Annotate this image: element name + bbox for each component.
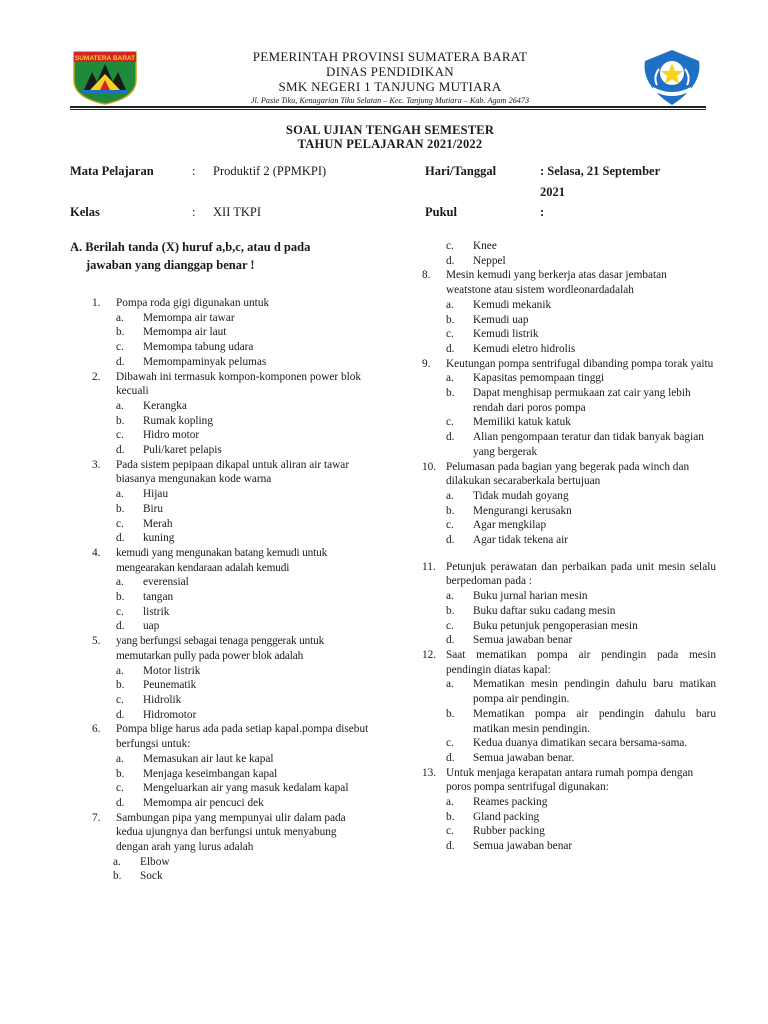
answer-option[interactable] [446, 810, 716, 825]
question-text: Saat mematikan pompa air pendingin pada mesin pendingin diatas kapal: [446, 648, 716, 676]
question-item [70, 370, 370, 458]
option-text: Mengurangi kerusakn [473, 504, 572, 517]
question-number: 4. [92, 546, 101, 559]
option-letter: d. [446, 431, 455, 444]
option-letter: d. [446, 840, 455, 853]
question-number: 12. [422, 648, 437, 661]
answer-option[interactable] [116, 590, 370, 605]
questions-column-left [70, 238, 370, 884]
answer-option[interactable] [446, 298, 716, 313]
exam-title-line1: SOAL UJIAN TENGAH SEMESTER [285, 123, 495, 137]
question-number: 5. [92, 635, 101, 648]
option-letter: b. [116, 414, 125, 427]
option-text: Buku jurnal harian mesin [473, 590, 588, 603]
option-letter: a. [116, 664, 124, 677]
answer-option[interactable] [446, 707, 716, 736]
letterhead [160, 49, 620, 106]
answer-option[interactable] [446, 677, 716, 706]
option-text: tangan [143, 591, 174, 604]
option-letter: c. [446, 519, 454, 532]
option-text: Buku daftar suku cadang mesin [473, 604, 616, 617]
questions-column-right [420, 239, 716, 854]
answer-option[interactable] [116, 752, 370, 767]
option-letter: c. [116, 693, 124, 706]
option-letter: b. [446, 387, 455, 400]
answer-option[interactable] [446, 839, 716, 854]
option-letter: b. [446, 810, 455, 823]
question-item [70, 634, 370, 722]
answer-option[interactable] [446, 633, 716, 648]
option-text: Rubber packing [473, 825, 545, 838]
question-text: Pada sistem pepipaan dikapal untuk aliran air tawar biasanya mengunakan kode warna [116, 458, 350, 486]
option-letter: a. [446, 372, 454, 385]
option-text: Kedua duanya dimatikan secara bersama-sama. [473, 737, 688, 750]
option-text: Kemudi listrik [473, 328, 539, 341]
letterhead-address: Jl. Pasie Tiku, Kenagarian Tiku Selatan – Kec. Tanjung Mutiara – Kab. Agam 26473 [250, 96, 530, 105]
option-text: Hidro motor [143, 429, 200, 442]
subject-colon: : [192, 164, 196, 178]
question-text: kemudi yang mengunakan batang kemudi untuk mengearakan kendaraan adalah kemudi [116, 546, 328, 574]
option-letter: b. [116, 767, 125, 780]
option-letter: d. [446, 534, 455, 547]
day-value-line2: 2021 [540, 185, 565, 199]
day-label: Hari/Tanggal [425, 164, 497, 178]
letterhead-line-government: PEMERINTAH PROVINSI SUMATERA BARAT [252, 49, 528, 64]
answer-option[interactable] [446, 254, 716, 269]
question-text: Mesin kemudi yang berkerja atas dasar jembatan weatstone atau sistem wordleonardadalah [446, 269, 667, 297]
option-text: Reames packing [473, 796, 548, 809]
class-colon: : [192, 205, 196, 219]
question-text: Petunjuk perawatan dan perbaikan pada unit mesin selalu berpedoman pada : [446, 560, 716, 588]
option-letter: a. [116, 752, 124, 765]
subject-label: Mata Pelajaran [70, 164, 154, 178]
answer-option[interactable] [116, 619, 370, 634]
answer-option[interactable] [446, 504, 716, 519]
question-number: 1. [92, 297, 101, 309]
answer-option[interactable] [446, 313, 716, 328]
question-number: 8. [422, 269, 431, 282]
answer-option[interactable] [116, 502, 370, 517]
option-letter: a. [116, 488, 124, 501]
answer-option[interactable] [116, 708, 370, 723]
option-text: Agar mengkilap [473, 519, 547, 532]
option-letter: d. [116, 444, 125, 457]
day-value-line1: : Selasa, 21 September [540, 164, 661, 178]
question-item [420, 766, 716, 854]
question-text: Untuk menjaga kerapatan antara rumah pompa dengan poros pompa sentrifugal digunakan: [446, 766, 694, 794]
option-letter: d. [116, 708, 125, 721]
option-letter: a. [446, 590, 454, 603]
option-letter: b. [113, 870, 122, 883]
option-text: Hidromotor [143, 708, 197, 721]
option-letter: d. [116, 355, 125, 368]
option-text: Rumak kopling [143, 414, 213, 427]
answer-option[interactable] [446, 589, 716, 604]
question-item [420, 460, 716, 548]
option-letter: a. [446, 796, 454, 809]
letterhead-line-school: SMK NEGERI 1 TANJUNG MUTIARA [278, 79, 502, 94]
question-number: 11. [422, 560, 436, 573]
letterhead-divider-thick [70, 106, 706, 108]
answer-option[interactable] [116, 443, 370, 458]
answer-option[interactable] [116, 664, 370, 679]
question-text: Keutungan pompa sentrifugal dibanding pompa torak yaitu [446, 357, 714, 370]
question-item [70, 546, 370, 634]
option-text: Memompa air pencuci dek [143, 796, 264, 809]
option-text: Sock [140, 870, 163, 883]
option-text: Memompa tabung udara [143, 341, 254, 354]
answer-option[interactable] [446, 327, 716, 342]
option-text: uap [143, 620, 160, 633]
option-letter: d. [116, 796, 125, 809]
option-text: Knee [473, 240, 497, 252]
option-text: Mematikan mesin pendingin dahulu baru matikan pompa air pendingin. [473, 678, 716, 706]
answer-option[interactable] [116, 693, 370, 708]
option-letter: d. [446, 634, 455, 647]
option-letter: b. [116, 502, 125, 515]
option-text: Memompa air tawar [143, 311, 235, 324]
answer-option[interactable] [116, 517, 370, 532]
question-number: 7. [92, 811, 101, 824]
option-text: kuning [143, 532, 175, 545]
option-letter: d. [116, 620, 125, 633]
option-text: Elbow [140, 855, 170, 868]
letterhead-divider-thin [70, 109, 706, 110]
option-text: listrik [143, 605, 170, 618]
question-text: Dibawah ini termasuk kompon-komponen power blok kecuali [116, 370, 362, 398]
option-text: Memompaminyak pelumas [143, 355, 267, 368]
option-letter: d. [446, 254, 455, 267]
question-item [70, 722, 370, 810]
question-item [420, 268, 716, 356]
question-item [70, 296, 370, 370]
option-text: Hijau [143, 488, 169, 501]
option-text: everensial [143, 576, 189, 589]
answer-option[interactable] [116, 428, 370, 443]
answer-option[interactable] [446, 736, 716, 751]
option-letter: b. [446, 504, 455, 517]
option-letter: b. [446, 707, 455, 720]
option-letter: a. [446, 489, 454, 502]
question-item-continued [420, 239, 716, 268]
subject-value: Produktif 2 (PPMKPI) [213, 164, 327, 178]
option-letter: a. [116, 576, 124, 589]
option-text: Neppel [473, 254, 506, 267]
option-letter: d. [446, 342, 455, 355]
option-text: Semua jawaban benar [473, 840, 573, 853]
answer-option[interactable] [446, 518, 716, 533]
answer-option[interactable] [446, 342, 716, 357]
question-text: yang berfungsi sebagai tenaga penggerak untuk memutarkan pully pada power blok adalah [116, 635, 325, 662]
option-text: Kemudi eletro hidrolis [473, 342, 576, 355]
question-number: 9. [422, 357, 431, 370]
option-text: Menjaga keseimbangan kapal [143, 767, 278, 780]
option-letter: a. [116, 311, 124, 324]
answer-option[interactable] [116, 487, 370, 502]
option-letter: c. [116, 429, 124, 442]
answer-option[interactable] [446, 415, 716, 430]
question-number: 3. [92, 458, 101, 471]
option-letter: b. [116, 679, 125, 692]
answer-option[interactable] [116, 311, 370, 326]
answer-option[interactable] [446, 239, 716, 254]
question-text: Pompa roda gigi digunakan untuk [116, 297, 270, 309]
spacer [420, 548, 716, 560]
option-letter: d. [116, 532, 125, 545]
option-letter: c. [446, 619, 454, 632]
answer-option[interactable] [446, 604, 716, 619]
instructions [70, 238, 370, 274]
answer-option[interactable] [446, 533, 716, 548]
option-text: Mematikan pompa air pendingin dahulu baru matikan mesin pendingin. [473, 707, 716, 735]
option-letter: b. [446, 313, 455, 326]
option-letter: c. [116, 517, 124, 530]
answer-option[interactable] [116, 796, 370, 811]
answer-option[interactable] [116, 531, 370, 546]
option-text: Peunematik [143, 679, 197, 692]
option-letter: c. [116, 341, 124, 354]
question-item [420, 560, 716, 648]
answer-option[interactable] [116, 678, 370, 693]
answer-option[interactable] [446, 489, 716, 504]
option-text: Semua jawaban benar [473, 634, 573, 647]
option-text: Alian pengompaan teratur dan tidak banyak bagian yang bergerak [473, 431, 704, 458]
option-text: Buku petunjuk pengoperasian mesin [473, 619, 638, 632]
class-label: Kelas [70, 205, 100, 219]
answer-option[interactable] [446, 371, 716, 386]
option-text: Mengeluarkan air yang masuk kedalam kapal [143, 782, 349, 795]
option-letter: a. [446, 678, 454, 691]
option-text: Dapat menghisap permukaan zat cair yang lebih rendah dari poros pompa [473, 387, 691, 414]
option-text: Memasukan air laut ke kapal [143, 752, 274, 765]
option-text: Merah [143, 517, 173, 530]
option-letter: b. [116, 591, 125, 604]
option-letter: c. [116, 782, 124, 795]
letterhead-line-department: DINAS PENDIDIKAN [326, 64, 454, 79]
option-letter: c. [446, 825, 454, 838]
question-text: Sambungan pipa yang mempunyai ulir dalam pada kedua ujungnya dan berfungsi untuk menyabung dengan arah yang lurus adalah [116, 811, 346, 854]
instructions-line2: jawaban yang dianggap benar ! [86, 258, 255, 272]
question-item [70, 811, 370, 885]
answer-option[interactable] [113, 869, 370, 884]
answer-option[interactable] [116, 355, 370, 370]
answer-option[interactable] [113, 855, 370, 870]
question-number: 13. [422, 766, 437, 779]
question-text: Pelumasan pada bagian yang begerak pada winch dan dilakukan secaraberkala bertujuan [446, 460, 690, 488]
answer-option[interactable] [446, 824, 716, 839]
answer-option[interactable] [446, 751, 716, 766]
answer-option[interactable] [116, 767, 370, 782]
option-text: Kemudi uap [473, 313, 529, 326]
exam-title-line2: TAHUN PELAJARAN 2021/2022 [297, 137, 483, 151]
option-letter: b. [116, 326, 125, 339]
option-text: Memiliki katuk katuk [473, 416, 571, 429]
question-number: 10. [422, 460, 437, 473]
question-number: 6. [92, 723, 101, 736]
class-value: XII TKPI [213, 205, 262, 219]
question-text: Pompa blige harus ada pada setiap kapal.pompa disebut berfungsi untuk: [116, 723, 369, 751]
sumatera-barat-emblem-icon [70, 50, 140, 105]
answer-option[interactable] [116, 781, 370, 796]
option-letter: b. [446, 604, 455, 617]
logo-left-text: SUMATERA BARAT [74, 55, 136, 62]
answer-option[interactable] [446, 430, 716, 459]
option-letter: d. [446, 751, 455, 764]
option-letter: c. [446, 328, 454, 341]
option-letter: a. [446, 298, 454, 311]
time-label: Pukul [425, 205, 457, 219]
option-text: Motor listrik [143, 664, 201, 677]
option-text: Kapasitas pemompaan tinggi [473, 372, 605, 385]
answer-option[interactable] [116, 414, 370, 429]
option-text: Hidrolik [143, 693, 182, 706]
answer-option[interactable] [446, 386, 716, 415]
answer-option[interactable] [116, 575, 370, 590]
question-item [420, 357, 716, 460]
answer-option[interactable] [116, 605, 370, 620]
option-text: Biru [143, 502, 164, 515]
answer-option[interactable] [116, 399, 370, 414]
tut-wuri-handayani-emblem-icon [639, 49, 705, 106]
option-letter: c. [446, 240, 454, 252]
option-text: Kerangka [143, 399, 187, 412]
answer-option[interactable] [446, 619, 716, 634]
answer-option[interactable] [116, 325, 370, 340]
question-number: 2. [92, 370, 101, 383]
option-letter: a. [116, 399, 124, 412]
option-letter: c. [446, 737, 454, 750]
option-text: Tidak mudah goyang [473, 489, 569, 502]
option-text: Memompa air laut [143, 326, 227, 339]
option-text: Gland packing [473, 810, 540, 823]
option-text: Puli/karet pelapis [143, 444, 222, 457]
option-text: Semua jawaban benar. [473, 751, 575, 764]
answer-option[interactable] [116, 340, 370, 355]
exam-title [160, 123, 620, 151]
option-text: Kemudi mekanik [473, 298, 552, 311]
option-letter: c. [116, 605, 124, 618]
instructions-line1: A. Berilah tanda (X) huruf a,b,c, atau d pada [70, 240, 311, 254]
option-letter: a. [113, 855, 121, 868]
answer-option[interactable] [446, 795, 716, 810]
option-letter: c. [446, 416, 454, 429]
question-item [70, 458, 370, 546]
option-text: Agar tidak tekena air [473, 534, 569, 547]
time-colon: : [540, 205, 545, 219]
question-item [420, 648, 716, 766]
